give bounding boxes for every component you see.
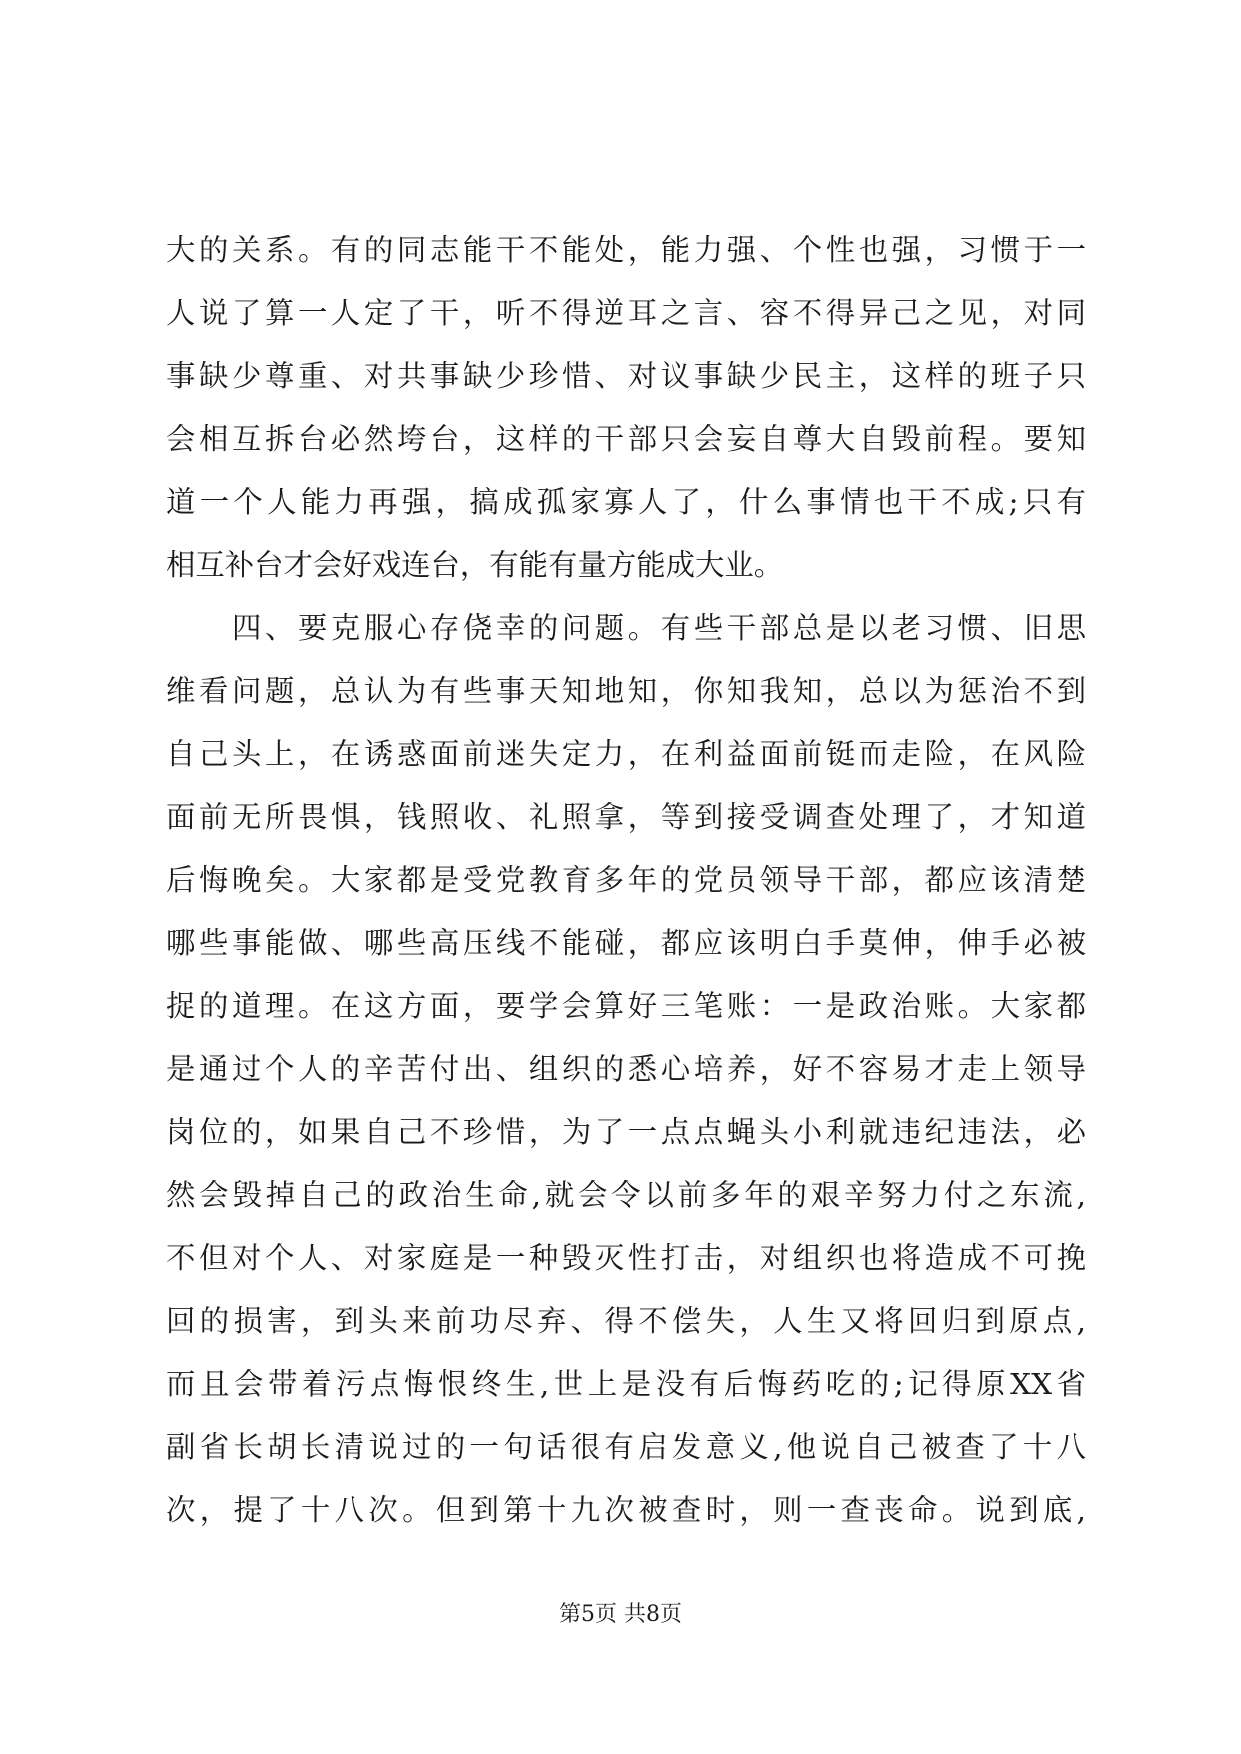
page-footer: 第5页 共8页: [559, 1602, 682, 1627]
text-line: 道一个人能力再强，搞成孤家寡人了，什么事情也干不成;只有: [166, 485, 1086, 519]
text-line: 相互补台才会好戏连台，有能有量方能成大业。: [166, 548, 784, 582]
text-line: 会相互拆台必然垮台，这样的干部只会妄自尊大自毁前程。要知: [166, 422, 1086, 456]
text-line: 是通过个人的辛苦付出、组织的悉心培养，好不容易才走上领导: [166, 1052, 1086, 1086]
text-line: 不但对个人、对家庭是一种毁灭性打击，对组织也将造成不可挽: [166, 1241, 1086, 1275]
text-line: 然会毁掉自己的政治生命,就会令以前多年的艰辛努力付之东流,: [166, 1178, 1086, 1212]
text-line: 哪些事能做、哪些高压线不能碰，都应该明白手莫伸，伸手必被: [166, 926, 1086, 960]
text-line: 事缺少尊重、对共事缺少珍惜、对议事缺少民主，这样的班子只: [166, 359, 1086, 393]
text-line: 面前无所畏惧，钱照收、礼照拿，等到接受调查处理了，才知道: [166, 800, 1086, 834]
text-line: 人说了算一人定了干，听不得逆耳之言、容不得异己之见，对同: [166, 296, 1086, 330]
text-line: 自己头上，在诱惑面前迷失定力，在利益面前铤而走险，在风险: [166, 737, 1086, 771]
text-line: 维看问题，总认为有些事天知地知，你知我知，总以为惩治不到: [166, 674, 1086, 708]
text-line: 大的关系。有的同志能干不能处，能力强、个性也强，习惯于一: [166, 233, 1086, 267]
text-line: 回的损害，到头来前功尽弃、得不偿失，人生又将回归到原点,: [166, 1304, 1086, 1338]
text-line: 四、要克服心存侥幸的问题。有些干部总是以老习惯、旧思: [166, 611, 1086, 645]
text-line: 副省长胡长清说过的一句话很有启发意义,他说自己被查了十八: [166, 1430, 1086, 1464]
text-line: 岗位的，如果自己不珍惜，为了一点点蝇头小利就违纪违法，必: [166, 1115, 1086, 1149]
text-line: 而且会带着污点悔恨终生,世上是没有后悔药吃的;记得原XX省: [166, 1367, 1086, 1401]
text-line: 后悔晚矣。大家都是受党教育多年的党员领导干部，都应该清楚: [166, 863, 1086, 897]
text-line: 捉的道理。在这方面，要学会算好三笔账：一是政治账。大家都: [166, 989, 1086, 1023]
text-line: 次，提了十八次。但到第十九次被查时，则一查丧命。说到底,: [166, 1493, 1086, 1527]
